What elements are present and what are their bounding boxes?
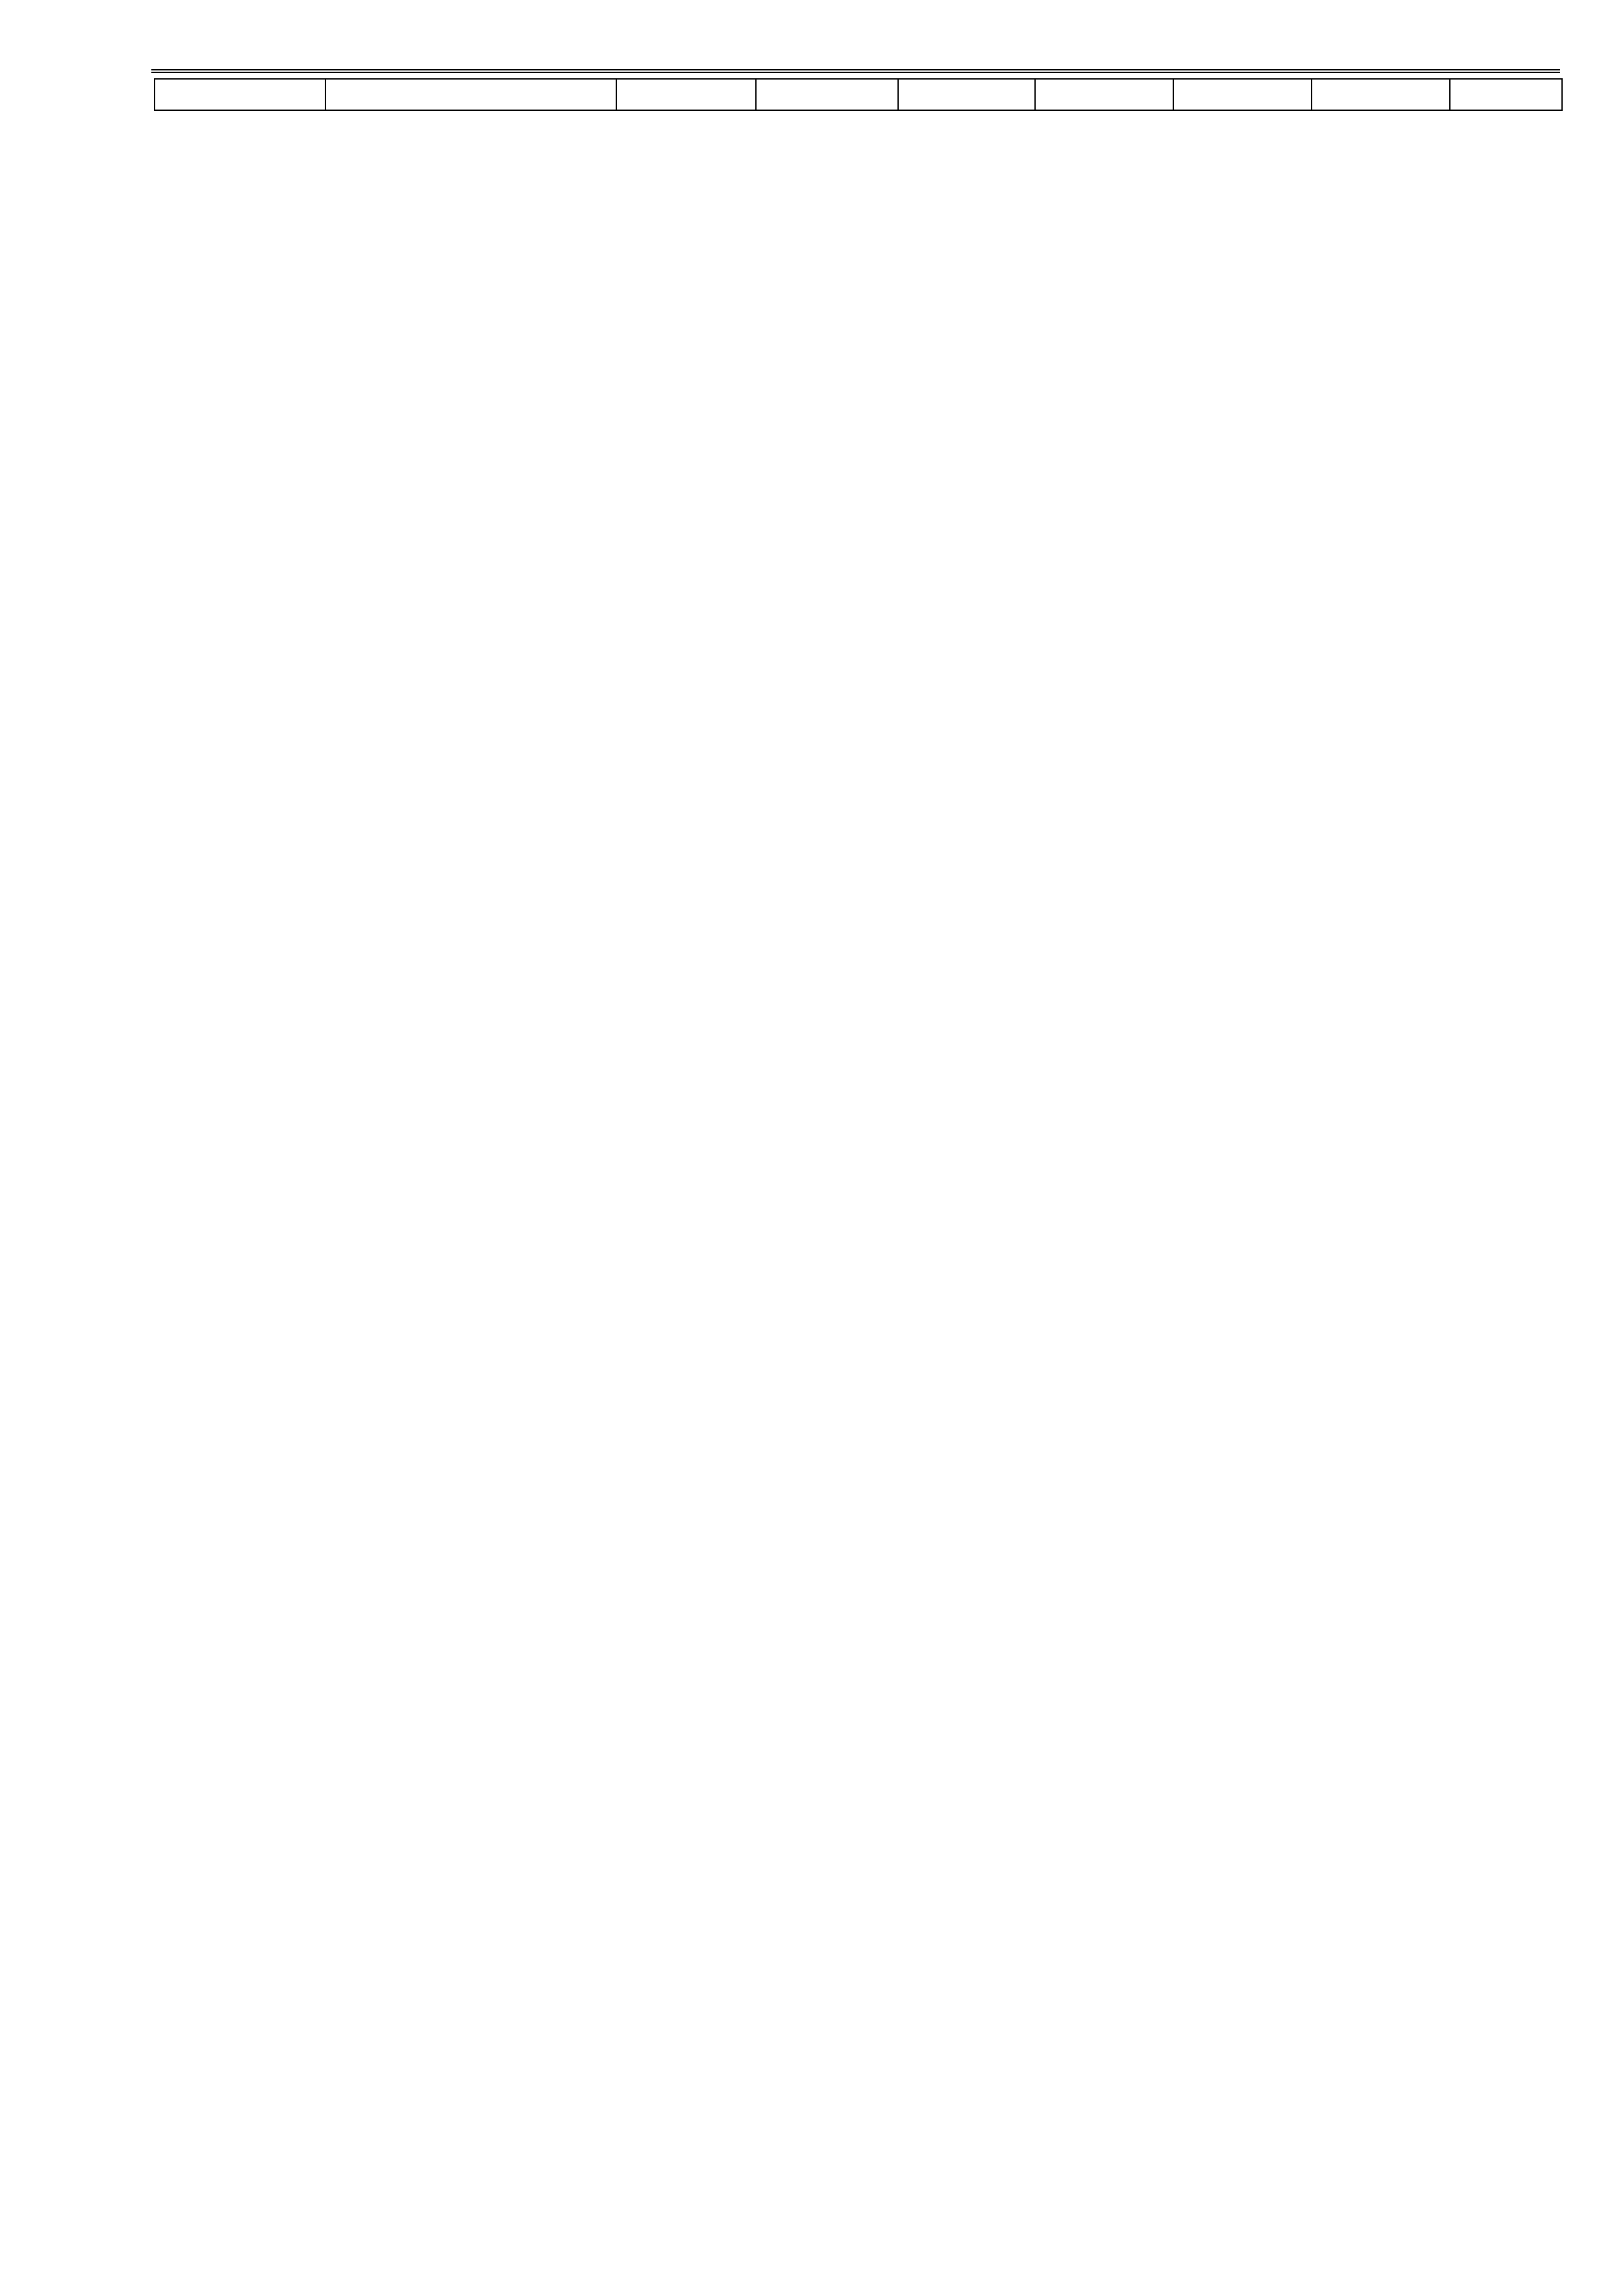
column-number (1450, 79, 1562, 110)
column-number (155, 79, 325, 110)
column-number (616, 79, 756, 110)
column-number (325, 79, 616, 110)
price-table (154, 78, 1563, 111)
column-number (756, 79, 898, 110)
column-number (1173, 79, 1312, 110)
running-header (151, 34, 1560, 73)
column-number-row (155, 79, 1562, 110)
column-number (898, 79, 1035, 110)
column-number (1035, 79, 1173, 110)
column-number (1312, 79, 1450, 110)
